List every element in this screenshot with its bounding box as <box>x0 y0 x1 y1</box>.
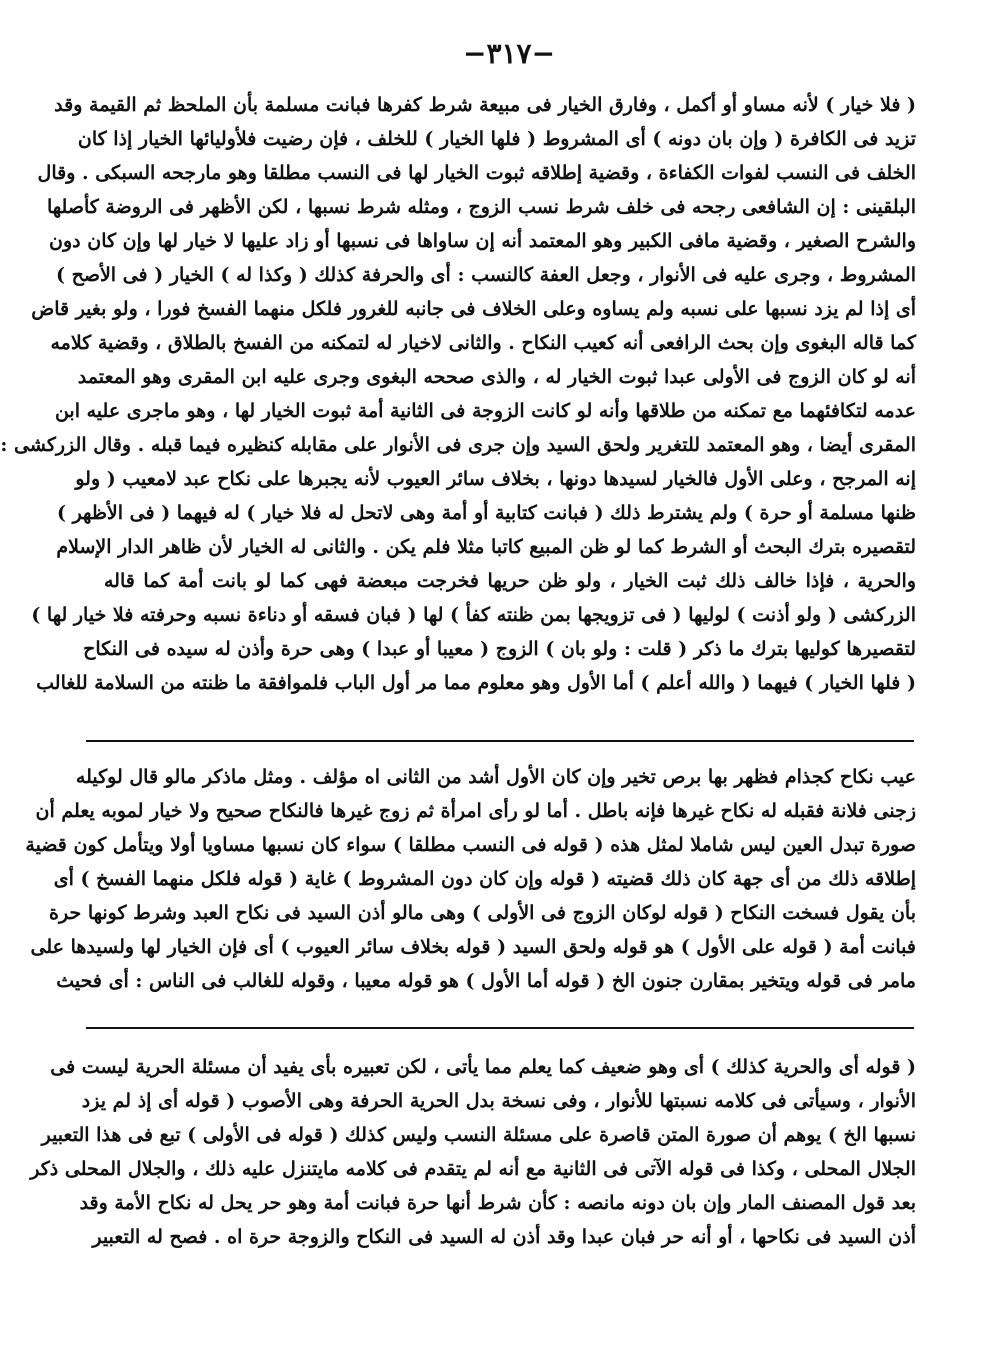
footnote-line: الأنوار ، وسيأتى فى كلامه نسبتها للأنوار ، وفى نسخة بدل الحرية الحرفة وهى الأصوب ( قوله أى إذ لم يزد <box>81 1090 916 1112</box>
main-text-line: إنه المرجح ، وعلى الأول فالخيار لسيدها دونها ، بخلاف سائر العيوب لأنه يجبرها على نكاح عبد لامعيب ( ولو <box>75 468 916 490</box>
main-text-line: الخلف فى النسب لفوات الكفاءة ، وقضية إطلاقه ثبوت الخيار لها فى النسب مطلقا وهو مارجحه السبكى . وقال <box>37 162 916 184</box>
main-text-line: الزركشى ( ولو أذنت ) لوليها ( فى تزويجها بمن ظنته كفأ ) لها ( فبان فسقه أو دناءة نسبه وحرفته فلا خيار لها ) <box>31 604 916 626</box>
footnote-line: نسبها الخ ) يوهم أن صورة المتن قاصرة على مسئلة النسب وليس كذلك ( قوله فى الأولى ) تبع فى هذا التعبير <box>41 1124 916 1146</box>
main-text-line: والشرح الصغير ، وقضية مافى الكبير وهو المعتمد أنه إن ساواها فى نسبها أو زاد عليها لا خيار لها وإن كان دون <box>49 230 916 252</box>
footnote-line: بأن يقول فسخت النكاح ( قوله لوكان الزوج فى الأولى ) وهى مالو أذن السيد فى نكاح العبد وشرط كونها حرة <box>49 902 916 924</box>
main-text-line: ظنها مسلمة أو حرة ) ولم يشترط ذلك ( فبانت كتابية أو أمة وهى لاتحل له فلا خيار ) له فيهما ( فى الأظهر ) <box>56 502 916 524</box>
main-text-line: تزيد فى الكافرة ( وإن بان دونه ) أى المشروط ( فلها الخيار ) للخلف ، فإن رضيت فلأوليائها الخيار إذا كان <box>77 128 916 150</box>
main-text-line: البلقينى : إن الشافعى رجحه فى خلف شرط نسب الزوج ، ومثله شرط نسبها ، لكن الأظهر فى الروضة كأصلها <box>47 196 916 218</box>
footnote-divider <box>86 1027 914 1029</box>
footnote-line: الجلال المحلى ، وكذا فى قوله الآتى فى الثانية مع أنه لم يتقدم فى كلامه مايتنزل عليه ذلك ، والجلال المحلى ذكر <box>30 1158 916 1180</box>
footnote-line: صورة تبدل العين ليس شاملا لمثل هذه ( قوله فى النسب مطلقا ) سواء كان نسبها مساويا أولا ويتأمل كون قضية <box>25 834 916 856</box>
main-text-line: ( فلا خيار ) لأنه مساو أو أكمل ، وفارق الخيار فى مبيعة شرط كفرها فبانت مسلمة بأن الملحظ ثم القيمة وقد <box>54 94 916 116</box>
main-text-line: أنه لو كان الزوج فى الأولى عبدا ثبوت الخيار له ، والذى صححه البغوى وجرى عليه ابن المقرى وهو المعتمد <box>77 366 916 388</box>
main-text-line: المشروط ، وجرى عليه فى الأنوار ، وجعل العفة كالنسب : أى والحرفة كذلك ( وكذا له ) الخيار ( فى الأصح ) <box>55 264 916 286</box>
footnote-line: أذن السيد فى نكاحها ، أو أنه حر فبان عبدا وقد أذن له السيد فى النكاح والزوجة حرة اه . فصح له التعبير <box>92 1226 916 1248</box>
footnote-line: بعد قول المصنف المار وإن بان دونه مانصه : كأن شرط أنها حرة فبانت أمة وهو حر يحل له نكاح الأمة وقد <box>79 1192 916 1214</box>
footnote-line: فبانت أمة ( قوله على الأول ) هو قوله ولحق السيد ( قوله بخلاف سائر العيوب ) أى فإن الخيار لها ولسيدها على <box>30 936 916 958</box>
main-text-line: والحرية ، فإذا خالف ذلك ثبت الخيار ، ولو ظن حريها فخرجت مبعضة فهى كما لو بانت أمة كما قاله <box>104 570 916 592</box>
main-text-line: لتقصيرها كوليها بترك ما ذكر ( قلت : ولو بان ) الزوج ( معيبا أو عبدا ) وهى حرة وأذن له سيده فى النكاح <box>83 638 916 660</box>
footnote-line: عيب نكاح كجذام فظهر بها برص تخير وإن كان الأول أشد من الثانى اه مؤلف . ومثل ماذكر مالو قال لوكيله <box>75 766 916 788</box>
main-text-line: كما قاله البغوى وإن بحث الرافعى أنه كعيب النكاح . والثانى لاخيار له لتمكنه من الفسخ بالطلاق ، وقضية كلامه <box>50 332 916 354</box>
footnote-divider <box>86 740 914 742</box>
page-number: −٣١٧− <box>462 37 556 70</box>
main-text-line: لتقصيره بترك البحث أو الشرط كما لو ظن المبيع كاتبا مثلا فلم يكن . والثانى له الخيار لأن ظاهر الدار الإسلام <box>56 536 916 558</box>
footnote-line: ( قوله أى والحرية كذلك ) أى وهو ضعيف كما يعلم مما يأتى ، لكن تعبيره بأى يفيد أن مسئلة الحرية ليست فى <box>50 1056 916 1078</box>
main-text-line: ( فلها الخيار ) فيهما ( والله أعلم ) أما الأول وهو معلوم مما مر أول الباب فلموافقة ما ظنته من السلامة للغالب <box>36 672 916 694</box>
footnote-block-1 <box>25 760 916 998</box>
footnote-line: زجنى فلانة فقبله له نكاح غيرها فإنه باطل . أما لو رأى امرأة ثم زوج غيرها فالنكاح صحيح ولا خيار لموبه يعلم أن <box>35 800 916 822</box>
main-text <box>0 88 916 700</box>
footnote-line: مامر فى قوله ويتخير بمقارن جنون الخ ( قوله أما الأول ) هو قوله معيبا ، وقوله للغالب فى الناس : أى فحيث <box>56 970 916 992</box>
main-text-line: أى إذا لم يزد نسبها على نسبه ولم يساوه وعلى الخلاف فى جانبه للغرور فلكل منهما الفسخ فورا ، ولو بغير قاض <box>31 298 916 320</box>
main-text-line: المقرى أيضا ، وهو المعتمد للتغرير ولحق السيد وإن جرى فى الأنوار على مقابله كنظيره فيما قبله . وقال الزركشى : <box>0 434 916 456</box>
footnote-block-2 <box>30 1050 916 1254</box>
footnote-line: إطلاقه ذلك من أى جهة كان ذلك قضيته ( قوله وإن كان دون المشروط ) غاية ( قوله فلكل منهما الفسخ ) أى <box>53 868 916 890</box>
main-text-line: عدمه لتكافئهما مع تمكنه من طلاقها وأنه لو كانت الزوجة فى الثانية أمة ثبوت الخيار لها ، وهو ماجرى عليه ابن <box>54 400 916 422</box>
